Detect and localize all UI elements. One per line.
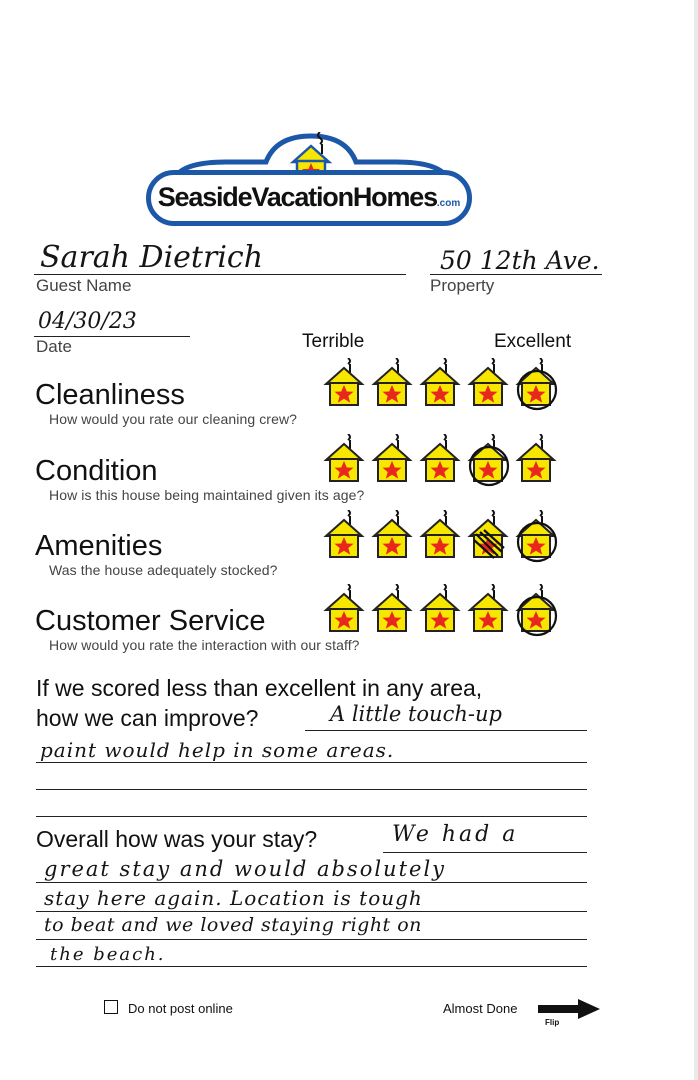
overall-answer-line3[interactable]: stay here again. Location is tough xyxy=(44,886,423,910)
do-not-post-checkbox[interactable] xyxy=(104,1000,118,1014)
improve-line-2 xyxy=(36,762,587,763)
scale-high-label: Excellent xyxy=(494,331,572,352)
cleanliness-house-star-1-icon[interactable] xyxy=(326,358,362,405)
logo-tld-text: .com xyxy=(436,198,461,209)
category-title-condition: Condition xyxy=(35,455,158,487)
overall-line-3 xyxy=(36,911,587,912)
guest-name-value[interactable]: Sarah Dietrich xyxy=(40,240,264,275)
improve-line-4 xyxy=(36,816,587,817)
amenities-house-star-1-icon[interactable] xyxy=(326,510,362,557)
customer-service-house-star-5-icon[interactable] xyxy=(518,584,556,635)
almost-done-label: Almost Done xyxy=(443,1001,518,1016)
cleanliness-house-star-3-icon[interactable] xyxy=(422,358,458,405)
rating-stars-cleanliness[interactable] xyxy=(318,358,568,410)
category-question-condition: How is this house being maintained given its age? xyxy=(49,487,365,503)
brand-logo xyxy=(146,132,476,232)
condition-house-star-3-icon[interactable] xyxy=(422,434,458,481)
condition-house-star-1-icon[interactable] xyxy=(326,434,362,481)
improve-line-3 xyxy=(36,789,587,790)
scale-low-label: Terrible xyxy=(302,331,365,352)
cleanliness-house-star-5-icon[interactable] xyxy=(518,358,556,409)
overall-answer-line2[interactable]: great stay and would absolutely xyxy=(44,857,447,881)
category-question-amenities: Was the house adequately stocked? xyxy=(49,562,278,578)
property-label: Property xyxy=(430,276,495,295)
amenities-house-star-5-icon[interactable] xyxy=(518,510,556,561)
date-value[interactable]: 04/30/23 xyxy=(38,309,137,334)
amenities-house-star-4-icon[interactable] xyxy=(470,510,506,558)
customer-service-house-star-4-icon[interactable] xyxy=(470,584,506,631)
overall-line-1 xyxy=(383,852,587,853)
condition-house-star-2-icon[interactable] xyxy=(374,434,410,481)
category-title-amenities: Amenities xyxy=(35,530,163,562)
rating-stars-condition[interactable] xyxy=(318,434,568,486)
category-title-customer-service: Customer Service xyxy=(35,605,266,637)
rating-stars-customer-service[interactable] xyxy=(318,584,568,636)
customer-service-house-star-1-icon[interactable] xyxy=(326,584,362,631)
logo-brand-text: SeasideVacationHomes xyxy=(157,182,437,212)
improve-line-1 xyxy=(305,730,587,731)
condition-house-star-4-icon[interactable] xyxy=(470,434,508,485)
page-edge xyxy=(694,0,698,1080)
overall-answer-line5[interactable]: the beach. xyxy=(50,944,166,965)
rating-stars-amenities[interactable] xyxy=(318,510,568,562)
overall-line-4 xyxy=(36,939,587,940)
category-question-cleanliness: How would you rate our cleaning crew? xyxy=(49,411,298,427)
overall-line-5 xyxy=(36,966,587,967)
guest-name-label: Guest Name xyxy=(36,276,132,295)
category-title-cleanliness: Cleanliness xyxy=(35,379,185,411)
improve-question-line2: how we can improve? xyxy=(36,705,259,731)
amenities-house-star-2-icon[interactable] xyxy=(374,510,410,557)
customer-service-house-star-2-icon[interactable] xyxy=(374,584,410,631)
improve-answer-line2[interactable]: paint would help in some areas. xyxy=(40,738,395,762)
cleanliness-house-star-4-icon[interactable] xyxy=(470,358,506,405)
customer-service-house-star-3-icon[interactable] xyxy=(422,584,458,631)
improve-answer-line1[interactable]: A little touch-up xyxy=(330,702,502,726)
category-question-customer-service: How would you rate the interaction with our staff? xyxy=(49,637,360,653)
overall-answer-line1[interactable]: We had a xyxy=(392,822,519,847)
overall-line-2 xyxy=(36,882,587,883)
property-line xyxy=(430,274,602,275)
improve-question-line1: If we scored less than excellent in any area, xyxy=(36,675,483,701)
logo-text xyxy=(146,182,472,213)
amenities-house-star-3-icon[interactable] xyxy=(422,510,458,557)
date-label: Date xyxy=(36,337,72,356)
overall-answer-line4[interactable]: to beat and we loved staying right on xyxy=(44,914,422,936)
condition-house-star-5-icon[interactable] xyxy=(518,434,554,481)
flip-label: Flip xyxy=(545,1018,560,1027)
cleanliness-house-star-2-icon[interactable] xyxy=(374,358,410,405)
overall-question: Overall how was your stay? xyxy=(36,826,318,852)
do-not-post-label: Do not post online xyxy=(128,1001,233,1016)
guest-name-line xyxy=(34,274,406,275)
property-value[interactable]: 50 12th Ave. xyxy=(440,246,600,275)
